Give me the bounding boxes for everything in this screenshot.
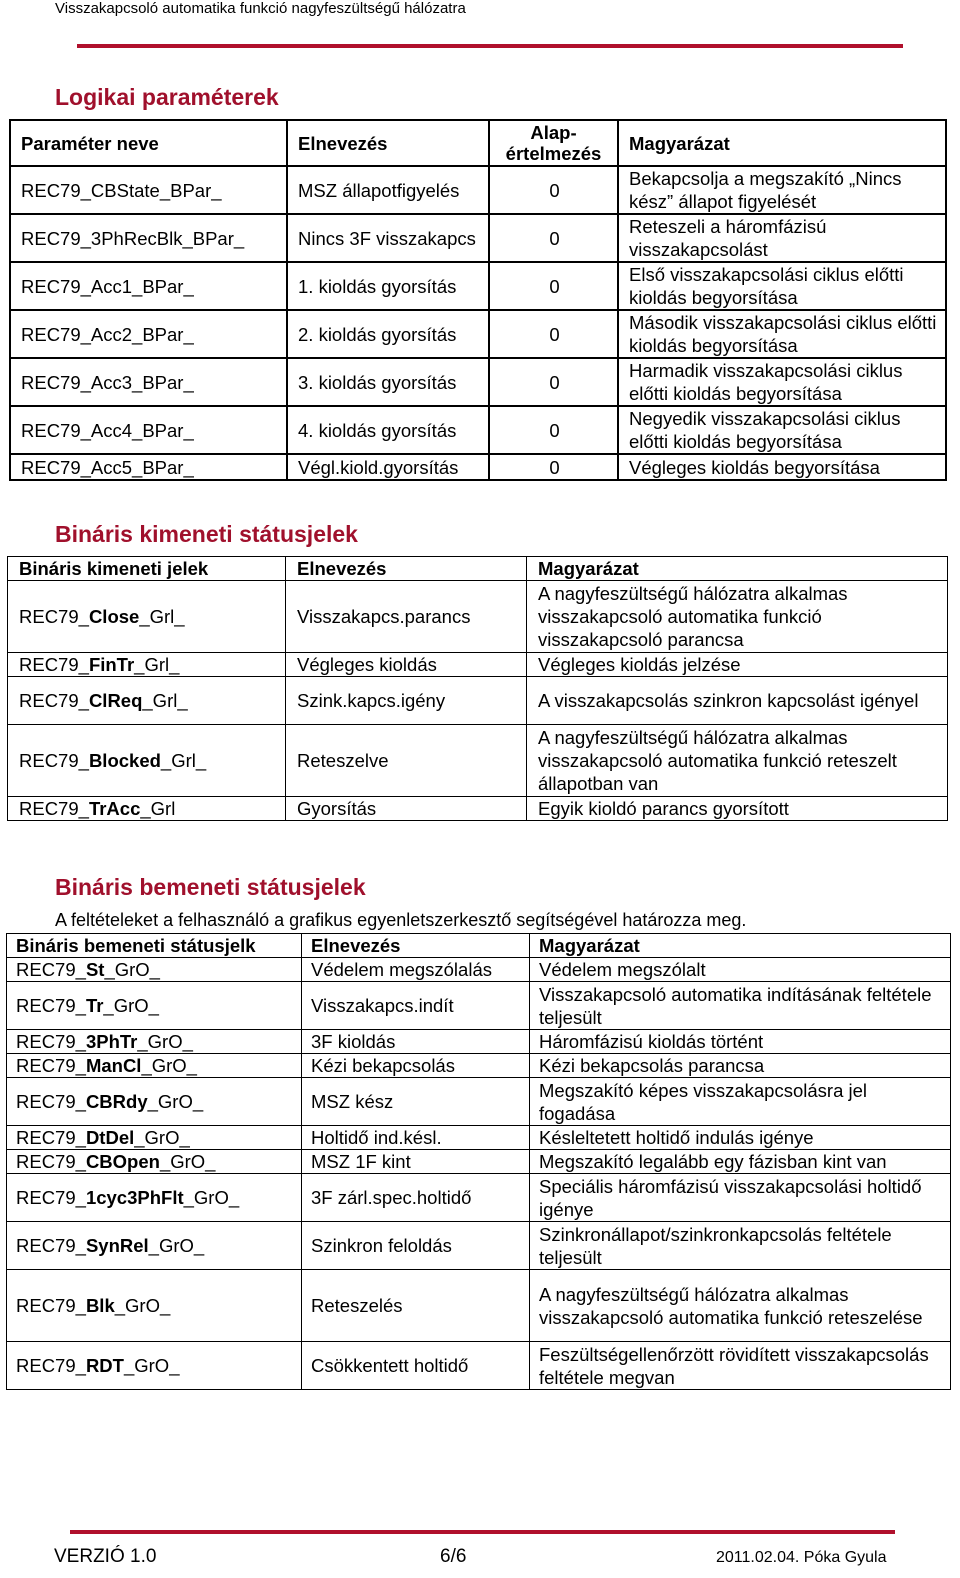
footer-rule xyxy=(70,1530,895,1534)
signal-prefix: REC79_ xyxy=(16,1091,86,1112)
signal-suffix: _Grl_ xyxy=(142,690,188,711)
signal-name-cell xyxy=(7,1342,302,1390)
signal-prefix: REC79_ xyxy=(16,959,86,980)
description-cell: Háromfázisú kioldás történt xyxy=(530,1030,951,1054)
signal-key: St xyxy=(85,959,105,980)
label-cell: Gyorsítás xyxy=(286,797,527,821)
label-cell: Szinkron feloldás xyxy=(302,1222,530,1270)
signal-prefix: REC79_ xyxy=(16,1355,86,1376)
table-row xyxy=(7,1078,951,1126)
param-name-cell: REC79_Acc2_BPar_ xyxy=(10,310,287,358)
table-row xyxy=(10,310,946,358)
column-header: Bináris kimeneti jelek xyxy=(8,557,286,581)
param-name-cell: REC79_Acc1_BPar_ xyxy=(10,262,287,310)
description-cell: Végleges kioldás jelzése xyxy=(527,653,948,677)
label-cell: Csökkentett holtidő xyxy=(302,1342,530,1390)
description-cell: Első visszakapcsolási ciklus előtti kioldás begyorsítása xyxy=(618,262,946,310)
signal-suffix: _GrO_ xyxy=(141,1055,197,1076)
signal-prefix: REC79_ xyxy=(16,995,86,1016)
signal-suffix: _GrO_ xyxy=(104,959,160,980)
description-cell: A nagyfeszültségű hálózatra alkalmas visszakapcsoló automatika funkció reteszelése xyxy=(530,1270,951,1342)
signal-prefix: REC79_ xyxy=(19,654,89,675)
signal-suffix: _Grl_ xyxy=(139,606,185,627)
label-cell: Reteszelés xyxy=(302,1270,530,1342)
signal-name-cell xyxy=(7,982,302,1030)
signal-suffix: _Grl_ xyxy=(134,654,180,675)
label-cell: 3F kioldás xyxy=(302,1030,530,1054)
label-cell: Végl.kiold.gyorsítás xyxy=(287,454,489,480)
description-cell: Egyik kioldó parancs gyorsított xyxy=(527,797,948,821)
signal-key: Blk xyxy=(85,1295,115,1316)
label-cell: MSZ állapotfigyelés xyxy=(287,166,489,214)
description-cell: A nagyfeszültségű hálózatra alkalmas visszakapcsoló automatika funkció visszakapcsoló parancsa xyxy=(527,581,948,653)
default-value-cell: 0 xyxy=(489,214,618,262)
column-header: Magyarázat xyxy=(618,120,946,166)
table-row xyxy=(8,677,948,725)
label-cell: 2. kioldás gyorsítás xyxy=(287,310,489,358)
signal-suffix: _Grl xyxy=(140,798,176,819)
default-value-cell: 0 xyxy=(489,358,618,406)
section-title-binary-inputs: Bináris bemeneti státusjelek xyxy=(55,874,366,900)
description-cell: Speciális háromfázisú visszakapcsolási holtidő igénye xyxy=(530,1174,951,1222)
table-row xyxy=(10,214,946,262)
description-cell: Harmadik visszakapcsolási ciklus előtti kioldás begyorsítása xyxy=(618,358,946,406)
signal-suffix: _GrO_ xyxy=(147,1091,204,1112)
signal-key: 1cyc3PhFlt xyxy=(85,1187,184,1208)
description-cell: A visszakapcsolás szinkron kapcsolást igényel xyxy=(527,677,948,725)
signal-key: CBOpen xyxy=(85,1151,160,1172)
label-cell: Szink.kapcs.igény xyxy=(286,677,527,725)
description-cell: Visszakapcsoló automatika indításának feltétele teljesült xyxy=(530,982,951,1030)
signal-suffix: _GrO_ xyxy=(103,995,159,1016)
description-cell: Feszültségellenőrzött rövidített visszakapcsolás feltétele megvan xyxy=(530,1342,951,1390)
label-cell: Kézi bekapcsolás xyxy=(302,1054,530,1078)
signal-prefix: REC79_ xyxy=(16,1031,86,1052)
column-header: Alap- értelmezés xyxy=(489,120,618,166)
label-cell: MSZ kész xyxy=(302,1078,530,1126)
signal-key: CBRdy xyxy=(85,1091,148,1112)
signal-name-cell xyxy=(7,1174,302,1222)
signal-name-cell xyxy=(7,1078,302,1126)
label-cell: 1. kioldás gyorsítás xyxy=(287,262,489,310)
signal-prefix: REC79_ xyxy=(16,1187,86,1208)
table-header-row xyxy=(8,557,948,581)
description-cell: Második visszakapcsolási ciklus előtti kioldás begyorsítása xyxy=(618,310,946,358)
signal-prefix: REC79_ xyxy=(19,606,89,627)
description-cell: Végleges kioldás begyorsítása xyxy=(618,454,946,480)
column-header: Bináris bemeneti státusjelk xyxy=(7,934,302,958)
running-header: Visszakapcsoló automatika funkció nagyfeszültségű hálózatra xyxy=(55,0,466,17)
default-value-cell: 0 xyxy=(489,406,618,454)
column-header: Magyarázat xyxy=(530,934,951,958)
column-header: Paraméter neve xyxy=(10,120,287,166)
description-cell: Szinkronállapot/szinkronkapcsolás feltétele teljesült xyxy=(530,1222,951,1270)
signal-prefix: REC79_ xyxy=(19,750,89,771)
signal-suffix: _GrO_ xyxy=(134,1127,190,1148)
signal-name-cell xyxy=(7,1054,302,1078)
table-row xyxy=(10,166,946,214)
signal-prefix: REC79_ xyxy=(16,1055,86,1076)
binary-outputs-table xyxy=(7,556,948,821)
signal-key: RDT xyxy=(85,1355,124,1376)
signal-key: TrAcc xyxy=(88,798,141,819)
label-cell: 4. kioldás gyorsítás xyxy=(287,406,489,454)
default-value-cell: 0 xyxy=(489,166,618,214)
param-name-cell: REC79_3PhRecBlk_BPar_ xyxy=(10,214,287,262)
table-row xyxy=(7,1030,951,1054)
signal-name-cell xyxy=(8,797,286,821)
label-cell: Védelem megszólalás xyxy=(302,958,530,982)
signal-name-cell xyxy=(7,958,302,982)
signal-prefix: REC79_ xyxy=(16,1151,86,1172)
footer-page-number: 6/6 xyxy=(440,1546,467,1567)
footer-version: VERZIÓ 1.0 xyxy=(54,1546,157,1567)
param-name-cell: REC79_CBState_BPar_ xyxy=(10,166,287,214)
signal-suffix: _GrO_ xyxy=(123,1355,180,1376)
header-rule xyxy=(77,44,903,48)
section-title-binary-outputs: Bináris kimeneti státusjelek xyxy=(55,521,358,547)
signal-prefix: REC79_ xyxy=(16,1295,86,1316)
signal-suffix: _GrO_ xyxy=(148,1235,205,1256)
description-cell: Megszakító képes visszakapcsolásra jel fogadása xyxy=(530,1078,951,1126)
signal-key: ManCl xyxy=(85,1055,142,1076)
signal-key: SynRel xyxy=(85,1235,149,1256)
binary-inputs-table xyxy=(6,933,951,1390)
table-row xyxy=(7,1342,951,1390)
label-cell: 3F zárl.spec.holtidő xyxy=(302,1174,530,1222)
table-row xyxy=(10,262,946,310)
column-header: Elnevezés xyxy=(302,934,530,958)
description-cell: Védelem megszólalt xyxy=(530,958,951,982)
description-cell: Negyedik visszakapcsolási ciklus előtti kioldás begyorsítása xyxy=(618,406,946,454)
column-header: Magyarázat xyxy=(527,557,948,581)
signal-name-cell xyxy=(7,1126,302,1150)
default-value-cell: 0 xyxy=(489,262,618,310)
table-row xyxy=(7,1270,951,1342)
logical-params-table xyxy=(9,119,947,481)
table-row xyxy=(10,358,946,406)
signal-suffix: _Grl_ xyxy=(160,750,207,771)
table-row xyxy=(8,581,948,653)
section-title-logical-params: Logikai paraméterek xyxy=(55,84,279,110)
table-row xyxy=(7,982,951,1030)
description-cell: Kézi bekapcsolás parancsa xyxy=(530,1054,951,1078)
label-cell: Visszakapcs.parancs xyxy=(286,581,527,653)
label-cell: MSZ 1F kint xyxy=(302,1150,530,1174)
signal-prefix: REC79_ xyxy=(19,690,89,711)
signal-name-cell xyxy=(7,1150,302,1174)
description-cell: Reteszeli a háromfázisú visszakapcsolást xyxy=(618,214,946,262)
signal-name-cell xyxy=(8,653,286,677)
label-cell: Visszakapcs.indít xyxy=(302,982,530,1030)
description-cell: Késleltetett holtidő indulás igénye xyxy=(530,1126,951,1150)
label-cell: Holtidő ind.késl. xyxy=(302,1126,530,1150)
table-row xyxy=(7,1222,951,1270)
table-row xyxy=(8,797,948,821)
table-row xyxy=(7,1054,951,1078)
section-note: A feltételeket a felhasználó a grafikus egyenletszerkesztő segítségével határozza meg. xyxy=(55,910,747,930)
signal-name-cell xyxy=(8,677,286,725)
table-row xyxy=(8,653,948,677)
signal-suffix: _GrO_ xyxy=(159,1151,216,1172)
description-cell: Megszakító legalább egy fázisban kint van xyxy=(530,1150,951,1174)
table-row xyxy=(7,958,951,982)
label-cell: 3. kioldás gyorsítás xyxy=(287,358,489,406)
param-name-cell: REC79_Acc3_BPar_ xyxy=(10,358,287,406)
column-header: Elnevezés xyxy=(286,557,527,581)
table-row xyxy=(7,1174,951,1222)
signal-suffix: _GrO_ xyxy=(114,1295,171,1316)
table-row xyxy=(10,454,946,480)
signal-name-cell xyxy=(8,581,286,653)
table-header-row xyxy=(10,120,946,166)
signal-name-cell xyxy=(7,1030,302,1054)
table-row xyxy=(7,1126,951,1150)
footer-date-author: 2011.02.04. Póka Gyula xyxy=(716,1549,887,1566)
table-header-row xyxy=(7,934,951,958)
signal-name-cell xyxy=(7,1270,302,1342)
description-cell: Bekapcsolja a megszakító „Nincs kész” állapot figyelését xyxy=(618,166,946,214)
signal-prefix: REC79_ xyxy=(16,1235,86,1256)
signal-name-cell xyxy=(7,1222,302,1270)
signal-suffix: _GrO_ xyxy=(137,1031,193,1052)
signal-key: DtDel xyxy=(85,1127,135,1148)
param-name-cell: REC79_Acc4_BPar_ xyxy=(10,406,287,454)
label-cell: Nincs 3F visszakapcs xyxy=(287,214,489,262)
signal-key: 3PhTr xyxy=(85,1031,138,1052)
signal-suffix: _GrO_ xyxy=(183,1187,240,1208)
label-cell: Végleges kioldás xyxy=(286,653,527,677)
label-cell: Reteszelve xyxy=(286,725,527,797)
param-name-cell: REC79_Acc5_BPar_ xyxy=(10,454,287,480)
signal-key: Close xyxy=(88,606,140,627)
default-value-cell: 0 xyxy=(489,454,618,480)
signal-name-cell xyxy=(8,725,286,797)
signal-key: Blocked xyxy=(88,750,161,771)
signal-key: FinTr xyxy=(88,654,135,675)
column-header: Elnevezés xyxy=(287,120,489,166)
signal-prefix: REC79_ xyxy=(16,1127,86,1148)
table-row xyxy=(10,406,946,454)
description-cell: A nagyfeszültségű hálózatra alkalmas visszakapcsoló automatika funkció reteszelt állapotban van xyxy=(527,725,948,797)
signal-key: ClReq xyxy=(88,690,143,711)
signal-key: Tr xyxy=(85,995,104,1016)
default-value-cell: 0 xyxy=(489,310,618,358)
table-row xyxy=(7,1150,951,1174)
table-row xyxy=(8,725,948,797)
signal-prefix: REC79_ xyxy=(19,798,89,819)
